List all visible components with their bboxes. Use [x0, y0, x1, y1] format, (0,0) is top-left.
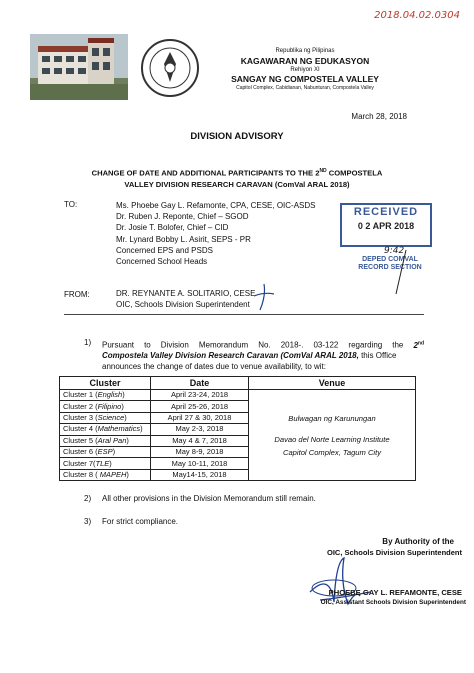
cluster-subject: Aral Pan — [97, 435, 127, 445]
header-cluster: Cluster — [60, 377, 151, 390]
venue-line3: Capitol Complex, Tagum City — [282, 447, 382, 457]
cluster-subject: Science — [97, 412, 125, 422]
date-cell: May 8-9, 2018 — [151, 446, 249, 457]
cluster-text: Cluster 3 ( — [63, 412, 98, 422]
stamp-date: 0 2 APR 2018 — [357, 221, 415, 231]
cluster-text: ) — [121, 401, 124, 411]
subject-line1-pre: CHANGE OF DATE AND ADDITIONAL PARTICIPANTS TO THE 2 — [91, 168, 320, 178]
signature-authority: By Authority of the — [382, 537, 454, 546]
subject-line1-post: COMPOSTELA — [326, 168, 383, 178]
cluster-text: Cluster 4 ( — [63, 424, 98, 434]
subject-sup: ND — [319, 168, 327, 174]
para1-line2-em: Compostela Valley Division Research Caravan (ComVal ARAL 2018, — [102, 351, 359, 361]
recipient: Mr. Lynard Bobby L. Asirit, SEPS - PR — [116, 234, 251, 244]
cluster-cell — [60, 401, 151, 412]
advisory-date: March 28, 2018 — [351, 112, 407, 121]
to-label: TO: — [64, 200, 78, 209]
cluster-cell — [60, 424, 151, 435]
cluster-text: ) — [126, 469, 129, 479]
stamp-initial-stroke — [392, 248, 412, 296]
recipient: Dr. Josie T. Bolofer, Chief – CID — [116, 223, 229, 233]
recipients-list — [116, 200, 315, 267]
sender-initial-signature — [248, 282, 278, 312]
recipient: Dr. Ruben J. Reponte, Chief – SGOD — [116, 212, 249, 222]
office-building-photo — [30, 34, 128, 100]
signatory-name: PHOEBE GAY L. REFAMONTE, CESE — [328, 588, 462, 597]
stamp-time: 9:42 — [384, 246, 405, 256]
header-date: Date — [151, 377, 249, 390]
cluster-cell — [60, 469, 151, 480]
handwritten-reference: 2018.04.02.0304 — [374, 10, 460, 21]
deped-seal — [140, 38, 200, 103]
cluster-text: Cluster 8 ( — [63, 469, 100, 479]
stamp-line2: RECORD SECTION — [358, 264, 422, 271]
document-title: DIVISION ADVISORY — [190, 131, 284, 142]
stamp-line1: DEPED COMVAL — [362, 256, 418, 263]
recipient: Concerned School Heads — [116, 257, 208, 267]
received-stamp — [340, 203, 432, 247]
header-address: Capitol Complex, Cabidianan, Nabunturan, Compostela Valley — [236, 85, 374, 91]
date-cell: April 27 & 30, 2018 — [151, 412, 249, 423]
date-cell: April 25-26, 2018 — [151, 401, 249, 412]
para1-line1-em: 2 — [413, 340, 418, 350]
recipient: Ms. Phoebe Gay L. Refamonte, CPA, CESE, OIC-ASDS — [116, 201, 316, 210]
cluster-cell — [60, 412, 151, 423]
cluster-text: ) — [109, 458, 112, 468]
header-venue: Venue — [249, 377, 416, 390]
seal-icon — [140, 38, 200, 98]
recipient: Concerned EPS and PSDS — [116, 245, 213, 255]
cluster-text: ) — [124, 412, 127, 422]
sender-title: OIC, Schools Division Superintendent — [116, 300, 250, 309]
from-label: FROM: — [64, 290, 90, 299]
para2-number: 2) — [84, 494, 92, 503]
cluster-text: Cluster 2 ( — [63, 401, 98, 411]
cluster-text: Cluster 1 ( — [63, 390, 98, 400]
date-cell: May 4 & 7, 2018 — [151, 435, 249, 446]
date-cell: April 23-24, 2018 — [151, 390, 249, 401]
stamp-received: RECEIVED — [353, 206, 419, 218]
para1-line3: announces the change of dates due to venue availability, to wit: — [102, 361, 327, 371]
signatory-title: OIC, Assistant Schools Division Superintendent — [320, 599, 466, 606]
schedule-table — [59, 376, 416, 481]
date-cell: May 10-11, 2018 — [151, 458, 249, 469]
cluster-text: ) — [112, 447, 116, 457]
building-image — [30, 34, 128, 100]
cluster-subject: MAPEH — [99, 469, 127, 479]
divider — [64, 314, 424, 315]
para1-line2 — [102, 351, 424, 362]
subject-line2: VALLEY DIVISION RESEARCH CARAVAN (ComVal ARAL 2018) — [124, 179, 350, 189]
para1-sup: nd — [417, 340, 424, 346]
table-row — [60, 390, 416, 401]
header-division: SANGAY NG COMPOSTELA VALLEY — [231, 74, 379, 84]
cluster-cell — [60, 435, 151, 446]
cluster-cell — [60, 446, 151, 457]
header-region: Rehiyon XI — [290, 67, 320, 73]
table-header-row — [60, 377, 416, 390]
stamp-office — [345, 256, 435, 272]
date-cell: May 2-3, 2018 — [151, 424, 249, 435]
cluster-subject: TLE — [95, 458, 110, 468]
subject — [0, 166, 474, 190]
venue-line2: Davao del Norte Learning Institute — [274, 434, 390, 444]
signature-oic: OIC, Schools Division Superintendent — [326, 548, 462, 557]
cluster-text: Cluster 5 ( — [63, 435, 98, 445]
venue-line1: Bulwagan ng Karunungan — [288, 413, 376, 423]
cluster-subject: English — [97, 390, 123, 400]
cluster-text: ) — [122, 390, 125, 400]
para2-text: All other provisions in the Division Memorandum still remain. — [102, 494, 316, 503]
para1-line1 — [102, 338, 424, 351]
venue-cell — [249, 390, 416, 481]
cluster-text: ) — [140, 424, 143, 434]
cluster-cell — [60, 458, 151, 469]
cluster-text: Cluster 7( — [63, 458, 96, 468]
para3-text: For strict compliance. — [102, 517, 179, 526]
sender — [116, 288, 255, 310]
cluster-text: Cluster 6 ( — [63, 447, 98, 457]
para3-number: 3) — [84, 517, 92, 526]
cluster-subject: Mathematics — [97, 424, 141, 434]
header-department: KAGAWARAN NG EDUKASYON — [240, 56, 370, 66]
cluster-text: ) — [126, 435, 129, 445]
para1-line2-post: this Office — [358, 351, 397, 361]
cluster-subject: Filipino — [97, 401, 122, 411]
cluster-cell — [60, 390, 151, 401]
cluster-subject: ESP — [97, 447, 113, 457]
para1-line1-text: Pursuant to Division Memorandum No. 2018-. 03-122 regarding the — [102, 340, 414, 350]
header-republic: Republika ng Pilipinas — [275, 48, 335, 54]
sender-name: DR. REYNANTE A. SOLITARIO, CESE — [116, 289, 256, 298]
date-cell: May14-15, 2018 — [151, 469, 249, 480]
para1 — [102, 338, 424, 372]
para1-number: 1) — [84, 338, 92, 347]
